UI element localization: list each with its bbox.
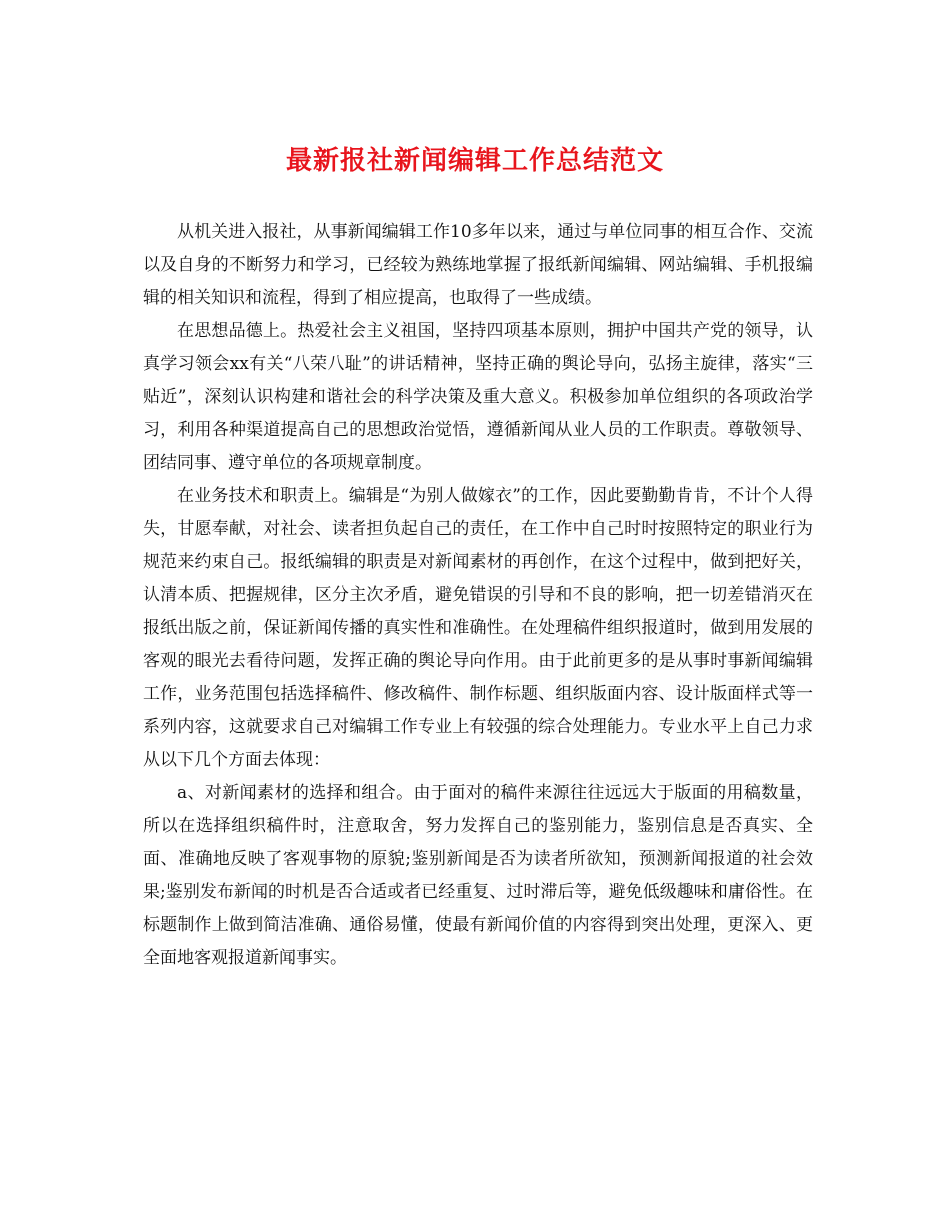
paragraph-4: a、对新闻素材的选择和组合。由于面对的稿件来源往往远远大于版面的用稿数量，所以在选择组织稿件时，注意取舍，努力发挥自己的鉴别能力，鉴别信息是否真实、全面、准确地反映了客观事物的原貌;鉴别新闻是否为读者所欲知，预测新闻报道的社会效果;鉴别发布新闻的时机是否合适或者已经重复、过时滞后等，避免低级趣味和庸俗性。在标题制作上做到简洁准确、通俗易懂，使最有新闻价值的内容得到突出处理，更深入、更全面地客观报道新闻事实。 [143, 783, 813, 968]
paragraph-2: 在思想品德上。热爱社会主义祖国，坚持四项基本原则，拥护中国共产党的领导，认真学习领会xx有关“八荣八耻”的讲话精神，坚持正确的舆论导向，弘扬主旋律，落实“三贴近”，深刻认识构建和谐社会的科学决策及重大意义。积极参加单位组织的各项政治学习，利用各种渠道提高自己的思想政治觉悟，遵循新闻从业人员的工作职责。尊敬领导、团结同事、遵守单位的各项规章制度。 [143, 321, 813, 473]
paragraph-1: 从机关进入报社，从事新闻编辑工作10多年以来，通过与单位同事的相互合作、交流以及自身的不断努力和学习，已经较为熟练地掌握了报纸新闻编辑、网站编辑、手机报编辑的相关知识和流程，得到了相应提高，也取得了一些成绩。 [143, 222, 813, 308]
document-title: 最新报社新闻编辑工作总结范文 [285, 146, 664, 176]
document-body [143, 216, 813, 975]
paragraph-3: 在业务技术和职责上。编辑是“为别人做嫁衣”的工作，因此要勤勤肯肯，不计个人得失，甘愿奉献，对社会、读者担负起自己的责任，在工作中自己时时按照特定的职业行为规范来约束自己。报纸编辑的职责是对新闻素材的再创作，在这个过程中，做到把好关，认清本质、把握规律，区分主次矛盾，避免错误的引导和不良的影响，把一切差错消灭在报纸出版之前，保证新闻传播的真实性和准确性。在处理稿件组织报道时，做到用发展的客观的眼光去看待问题，发挥正确的舆论导向作用。由于此前更多的是从事时事新闻编辑工作，业务范围包括选择稿件、修改稿件、制作标题、组织版面内容、设计版面样式等一系列内容，这就要求自己对编辑工作专业上有较强的综合处理能力。专业水平上自己力求从以下几个方面去体现： [143, 486, 813, 770]
